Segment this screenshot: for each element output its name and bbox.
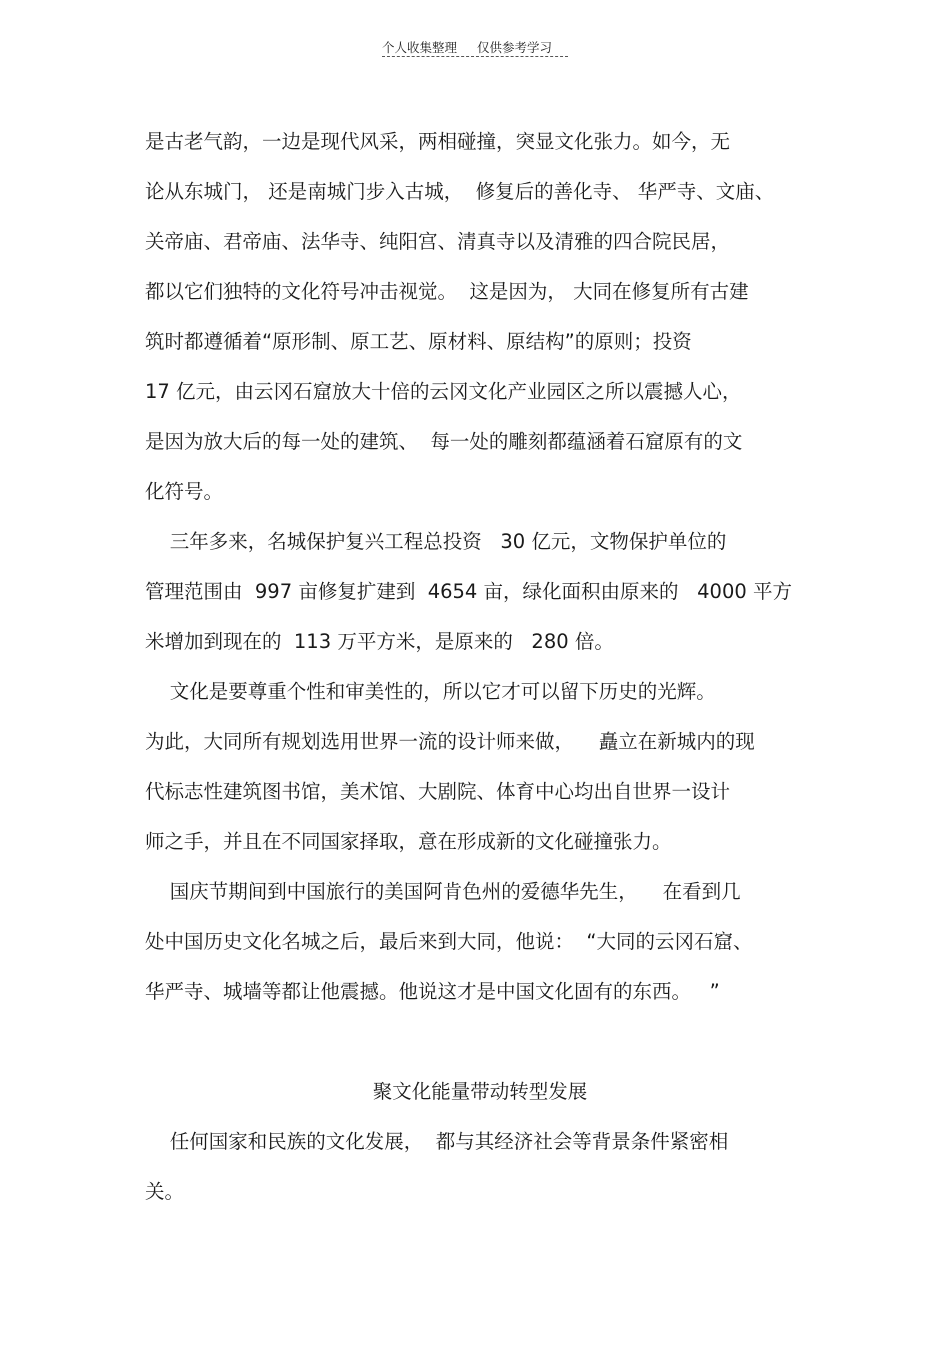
text-line: 是古老气韵，一边是现代风采，两相碰撞，突显文化张力。如今，无 [145, 130, 731, 153]
section-heading: 聚文化能量带动转型发展 [372, 1080, 588, 1103]
text-line: 关帝庙、君帝庙、法华寺、纯阳宫、清真寺以及清雅的四合院民居， [145, 230, 731, 253]
text-line: 为此，大同所有规划选用世界一流的设计师来做， 矗立在新城内的现 [145, 730, 755, 753]
header-right-text: 仅供参考学习 [477, 40, 553, 55]
header-rule [382, 56, 568, 57]
page-header [382, 38, 568, 56]
text-line: 国庆节期间到中国旅行的美国阿肯色州的爱德华先生， 在看到几 [145, 880, 741, 903]
text-line: 17 亿元，由云冈石窟放大十倍的云冈文化产业园区之所以震撼人心， [145, 380, 742, 403]
text-line: 都以它们独特的文化符号冲击视觉。 这是因为， 大同在修复所有古建 [145, 280, 749, 303]
header-left-text: 个人收集整理 [382, 40, 458, 55]
text-line: 处中国历史文化名城之后，最后来到大同，他说： “大同的云冈石窟、 [145, 930, 753, 953]
text-line: 管理范围由 997 亩修复扩建到 4654 亩，绿化面积由原来的 4000 平方 [145, 580, 792, 603]
text-line: 是因为放大后的每一处的建筑、 每一处的雕刻都蕴涵着石窟原有的文 [145, 430, 743, 453]
text-line: 米增加到现在的 113 万平方米，是原来的 280 倍。 [145, 630, 614, 653]
text-line: 文化是要尊重个性和审美性的，所以它才可以留下历史的光辉。 [145, 680, 716, 703]
text-line: 任何国家和民族的文化发展， 都与其经济社会等背景条件紧密相 [145, 1130, 729, 1153]
text-line: 关。 [145, 1180, 185, 1203]
text-line: 三年多来，名城保护复兴工程总投资 30 亿元，文物保护单位的 [145, 530, 727, 553]
text-line: 化符号。 [145, 480, 224, 503]
text-line: 筑时都遵循着“原形制、原工艺、原材料、原结构”的原则；投资 [145, 330, 692, 353]
text-line: 论从东城门， 还是南城门步入古城， 修复后的善化寺、 华严寺、文庙、 [145, 180, 775, 203]
text-line: 代标志性建筑图书馆，美术馆、大剧院、体育中心均出自世界一设计 [145, 780, 731, 803]
text-line: 华严寺、城墙等都让他震撼。他说这才是中国文化固有的东西。 ” [145, 980, 720, 1003]
text-line: 师之手，并且在不同国家择取，意在形成新的文化碰撞张力。 [145, 830, 672, 853]
